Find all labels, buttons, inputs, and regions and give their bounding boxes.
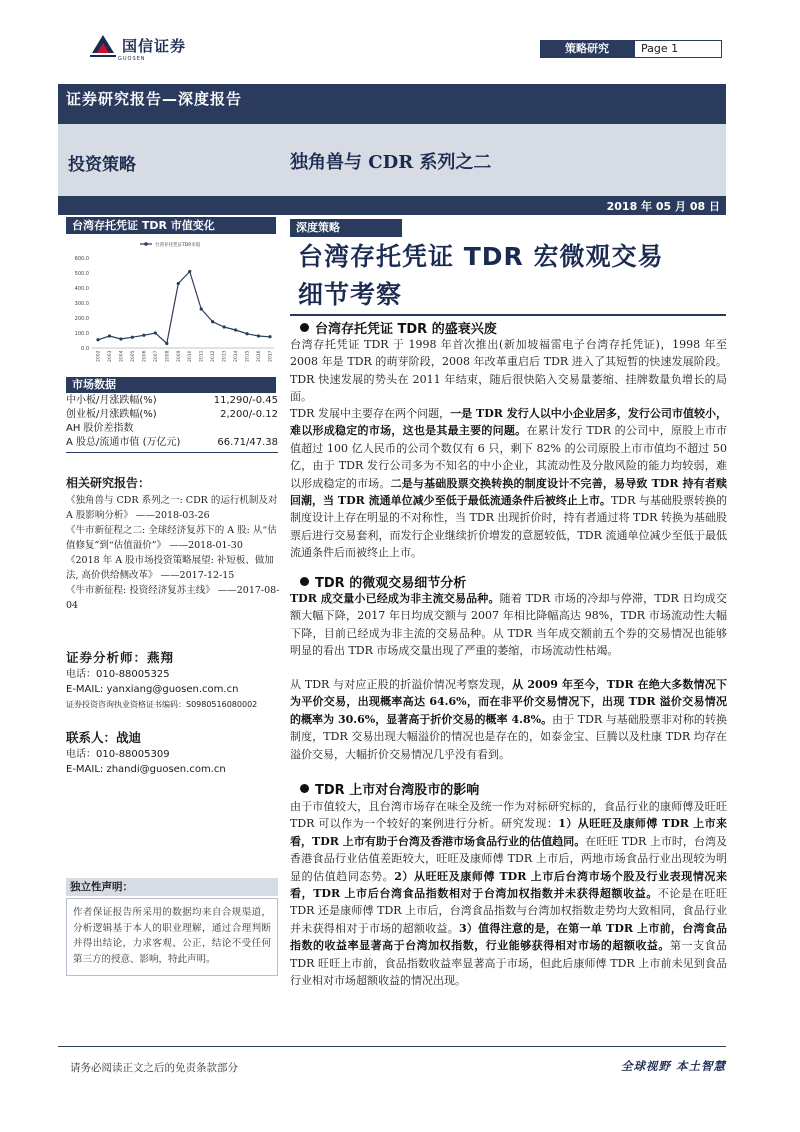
report-date: 2018 年 05 月 08 日 [606, 200, 720, 213]
chart-legend [140, 241, 201, 248]
related-report-link[interactable]: 《2018 年 A 股市场投资策略展望: 补短板、做加法, 高价供给侧改革》 ——2017-12-15 [66, 555, 274, 581]
related-reports-list [66, 493, 282, 613]
section-heading-3: TDR 上市对台湾股市的影响 [300, 779, 479, 798]
data-point [268, 335, 271, 338]
page-number: Page 1 [634, 40, 722, 58]
data-point [177, 282, 180, 285]
market-row: 创业板/月涨跌幅(%) 2,200/-0.12 [66, 409, 278, 420]
related-report-link[interactable]: 《独角兽与 CDR 系列之一: CDR 的运行机制及对 A 股影响分析》 ——2018-03-26 [66, 495, 278, 521]
data-point [165, 342, 168, 345]
market-data-title: 市场数据 [66, 377, 276, 393]
data-point [223, 325, 226, 328]
x-tick-label: 2015 [245, 350, 251, 362]
x-tick-label: 2013 [222, 350, 228, 362]
data-point [245, 332, 248, 335]
contact-phone: 电话：010-88005309 [66, 749, 170, 760]
logo-text: 国信证券 [122, 36, 187, 55]
data-point [108, 334, 111, 337]
section-2-paragraph-1: TDR 成交量小已经成为非主流交易品种。随着 TDR 市场的冷却与停滞，TDR 日均成交额大幅下降，2017 年日均成交额与 2007 年相比降幅高达 98%，TDR 市场流动性大幅下降，目前已经成为非主流的交易品种。从 TDR 当年成交额前五个券的交易情况也能够明显的看出 TDR 市场成交量出现了严重的萎缩，市场流动性枯竭。 [290, 592, 727, 658]
y-tick-label: 500.0 [74, 270, 89, 277]
data-point [257, 334, 260, 337]
section-heading-2: TDR 的微观交易细节分析 [300, 572, 466, 591]
data-point [119, 337, 122, 340]
logo-en-text: GUOSEN [118, 56, 146, 62]
section-1-paragraph-1: 台湾存托凭证 TDR 于 1998 年首次推出(新加坡福雷电子台湾存托凭证)，1998 年至 2008 年是 TDR 的萌芽阶段，2008 年改革重启后 TDR 进入了其短暂的快速发展阶段。TDR 快速发展的势头在 2011 年结束，随后很快陷入交易量萎缩、挂牌数量负增长的局面。 [290, 338, 727, 404]
related-report-link[interactable]: 《牛市新征程: 投资经济复苏主线》 ——2017-08-04 [66, 585, 280, 611]
report-title: 台湾存托凭证 TDR 宏微观交易 细节考察 [298, 242, 664, 309]
bullet-icon [300, 784, 309, 793]
related-reports-title: 相关研究报告： [66, 476, 151, 490]
section-3-paragraph-1: 由于市值较大，且台湾市场存在味全及统一作为对标研究标的，食品行业的康师傅及旺旺 TDR 可以作为一个较好的案例进行分析。研究发现：1）从旺旺及康师傅 TDR 上市来看，TDR 上市有助于台湾及香港市场食品行业的估值趋同。在旺旺 TDR 上市时，台湾及香港食品行业估值差距较大，旺旺及康师傅 TDR 上市后，两地市场食品行业出现较为明显的估值趋同态势。2）从旺旺及康师傅 TDR 上市后台湾市场个股及行业表现情况来看，TDR 上市后台湾食品指数相对于台湾加权指数并未获得超额收益。不论是在旺旺 TDR 还是康师傅 TDR 上市后，台湾食品指数与台湾加权指数走势均大致相同，食品行业并未获得相对于市场的超额收益。3）值得注意的是，在第一单 TDR 上市前，台湾食品指数的收益率显著高于台湾加权指数，行业能够获得相对市场的超额收益。第一支食品 TDR 旺旺上市前，食品指数收益率显著高于市场，但此后康师傅 TDR 上市前未见到食品行业相对市场超额收益的情况出现。 [290, 800, 728, 988]
independence-title: 独立性声明： [66, 878, 278, 896]
chart-title: 台湾存托凭证 TDR 市值变化 [66, 217, 276, 234]
x-tick-label: 2005 [130, 350, 136, 362]
x-tick-label: 2002 [96, 350, 102, 362]
report-series: 独角兽与 CDR 系列之二 [290, 152, 492, 173]
x-tick-label: 2006 [142, 350, 148, 362]
x-tick-label: 2014 [234, 350, 240, 362]
market-row: A 股总/流通市值 (万亿元) 66.71/47.38 [66, 437, 278, 448]
tdr-market-value-chart [66, 236, 278, 366]
series-line [98, 272, 270, 344]
legend-label: 台湾存托凭证TDR市值 [155, 243, 201, 248]
data-point [154, 331, 157, 334]
data-point [234, 328, 237, 331]
data-point [142, 334, 145, 337]
market-data-table [66, 394, 278, 450]
x-tick-label: 2007 [153, 350, 159, 362]
data-point [188, 270, 191, 273]
y-tick-label: 200.0 [74, 315, 89, 322]
x-tick-label: 2012 [211, 350, 217, 362]
independence-statement: 作者保证报告所采用的数据均来自合规渠道，分析逻辑基于本人的职业理解，通过合理判断并得出结论，力求客观、公正，结论不受任何第三方的授意、影响，特此声明。 [66, 898, 278, 976]
analyst-email[interactable]: E-MAIL: yanxiang@guosen.com.cn [66, 684, 239, 695]
market-row: 中小板/月涨跌幅(%) 11,290/-0.45 [66, 395, 278, 406]
footer-disclaimer: 请务必阅读正文之后的免责条款部分 [70, 1062, 238, 1074]
report-type: 证券研究报告—深度报告 [66, 90, 243, 108]
x-tick-label: 2010 [188, 350, 194, 362]
x-tick-label: 2004 [119, 350, 125, 362]
guosen-logo-icon [88, 31, 118, 59]
data-point [200, 307, 203, 310]
title-rule [290, 314, 726, 316]
data-point [211, 320, 214, 323]
data-point [131, 336, 134, 339]
market-row: AH 股价差指数 [66, 423, 134, 434]
x-tick-label: 2011 [199, 350, 205, 362]
x-tick-label: 2016 [257, 350, 263, 362]
contact-name: 联系人：战迪 [66, 730, 142, 745]
contact-email[interactable]: E-MAIL: zhandi@guosen.com.cn [66, 764, 226, 775]
y-tick-label: 600.0 [74, 255, 89, 262]
analyst-info [66, 650, 282, 712]
y-tick-label: 400.0 [74, 285, 89, 292]
divider [66, 452, 278, 453]
y-tick-label: 0.0 [81, 345, 89, 352]
report-category: 投资策略 [68, 155, 136, 175]
section-2-paragraph-2: 从 TDR 与对应正股的折溢价情况考察发现，从 2009 年至今，TDR 在绝大多数情况下为平价交易，出现概率高达 64.6%，而在非平价交易情况下，出现 TDR 溢价交易情况的概率为 30.6%，显著高于折价交易的概率 4.8%。由于 TDR 与基础股票非对称的转换制度，TDR 交易出现大幅溢价的情况也是存在的，如泰金宝、巨腾以及杜康 TDR 均存在溢价交易，大幅折价交易情况几乎没有看到。 [290, 678, 727, 761]
analyst-name: 证券分析师：燕翔 [66, 650, 175, 665]
data-point [96, 338, 99, 341]
y-tick-label: 300.0 [74, 300, 89, 307]
section-1-paragraph-2: TDR 发展中主要存在两个问题，一是 TDR 发行人以中小企业居多，发行公司市值较小，难以形成稳定的市场，这也是其最主要的问题。在累计发行 TDR 的公司中，原股上市市值超过 100 亿人民币的公司个数仅有 6 只，剩下 82% 的公司原股上市市值均不超过 50 亿，由于 TDR 发行公司多为不知名的中小企业，其流动性及分散风险的能力均较弱，难以形成稳定的市场。二是与基础股票交换转换的制度设计不完善，易导致 TDR 持有者赎回潮，当 TDR 流通单位减少至低于最低流通条件后被终止上市。TDR 与基础股票转换的制度设计上存在明显的不对称性，当 TDR 出现折价时，持有者通过将 TDR 转换为基础股票后进行交易套利，而发行企业继续折价增发的意愿较低，TDR 流通单位减少至低于最低流通条件后而被终止上市。 [290, 407, 728, 560]
x-tick-label: 2008 [165, 350, 171, 362]
x-tick-label: 2017 [268, 350, 274, 362]
y-tick-label: 100.0 [74, 330, 89, 337]
footer-slogan: 全球视野 本土智慧 [620, 1059, 726, 1073]
related-report-link[interactable]: 《牛市新征程之二: 全球经济复苏下的 A 股: 从“估值修复”到“估值溢价”》 ——2018-01-30 [66, 525, 277, 551]
analyst-phone: 电话：010-88005325 [66, 669, 170, 680]
header-tag: 策略研究 [540, 40, 634, 58]
analyst-cert: 证券投资咨询执业资格证书编码：S0980516080002 [66, 700, 258, 709]
bullet-icon [300, 577, 309, 586]
x-tick-label: 2003 [107, 350, 113, 362]
deep-strategy-tag: 深度策略 [290, 219, 402, 237]
contact-info [66, 730, 282, 777]
section-heading-1: 台湾存托凭证 TDR 的盛衰兴废 [300, 318, 497, 337]
footer-rule [58, 1046, 726, 1047]
x-tick-label: 2009 [176, 350, 182, 362]
bullet-icon [300, 323, 309, 332]
